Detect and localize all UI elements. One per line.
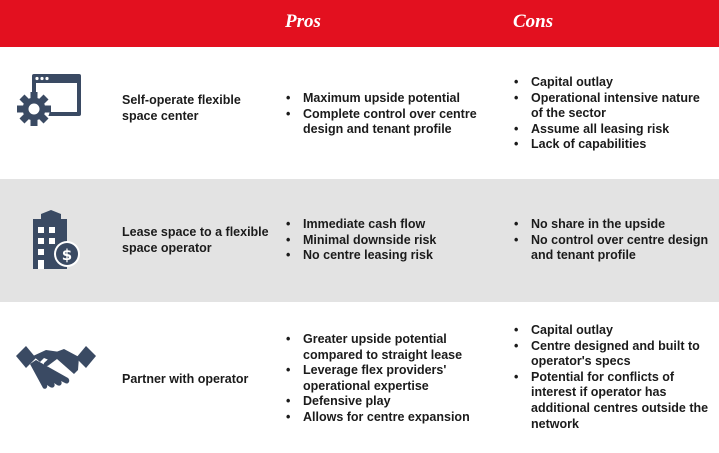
option-label: Partner with operator [122,372,249,386]
cons-list [514,323,714,432]
list-item: • Minimal downside risk [286,233,491,249]
pros-column-heading: Pros [285,11,321,32]
list-item: • Centre designed and built to operator's specs [514,339,714,370]
option-row-self-operate [0,47,719,179]
list-item: • Maximum upside potential [286,91,491,107]
list-item: • Capital outlay [514,75,714,91]
list-item: • Operational intensive nature of the sector [514,91,714,122]
option-row-lease [0,179,719,302]
list-item: • Assume all leasing risk [514,122,714,138]
cons-list [514,217,714,264]
list-item: • Immediate cash flow [286,217,491,233]
gear-window-icon [16,73,82,129]
list-item: • Lack of capabilities [514,137,714,153]
table-header [0,0,719,47]
list-item: • No control over centre design and tenant profile [514,233,714,264]
cons-column-heading: Cons [513,11,554,32]
option-row-partner [0,302,719,453]
list-item: • Complete control over centre design and tenant profile [286,107,491,138]
list-item: • No centre leasing risk [286,248,491,264]
option-label: Lease space to a flexible space operator [122,225,269,255]
option-label: Self-operate flexible space center [122,93,241,123]
list-item: • Capital outlay [514,323,714,339]
building-dollar-icon [31,210,81,270]
list-item: • Potential for conflicts of interest if operator has additional centres outside the network [514,370,714,432]
pros-list [286,91,491,138]
pros-list [286,217,491,264]
list-item: • No share in the upside [514,217,714,233]
list-item: • Defensive play [286,394,491,410]
cons-list [514,75,714,153]
list-item: • Greater upside potential compared to straight lease [286,332,491,363]
list-item: • Leverage flex providers' operational expertise [286,363,491,394]
handshake-icon [16,344,96,392]
pros-list [286,332,491,426]
svg-text:$: $ [61,246,73,264]
list-item: • Allows for centre expansion [286,410,491,426]
